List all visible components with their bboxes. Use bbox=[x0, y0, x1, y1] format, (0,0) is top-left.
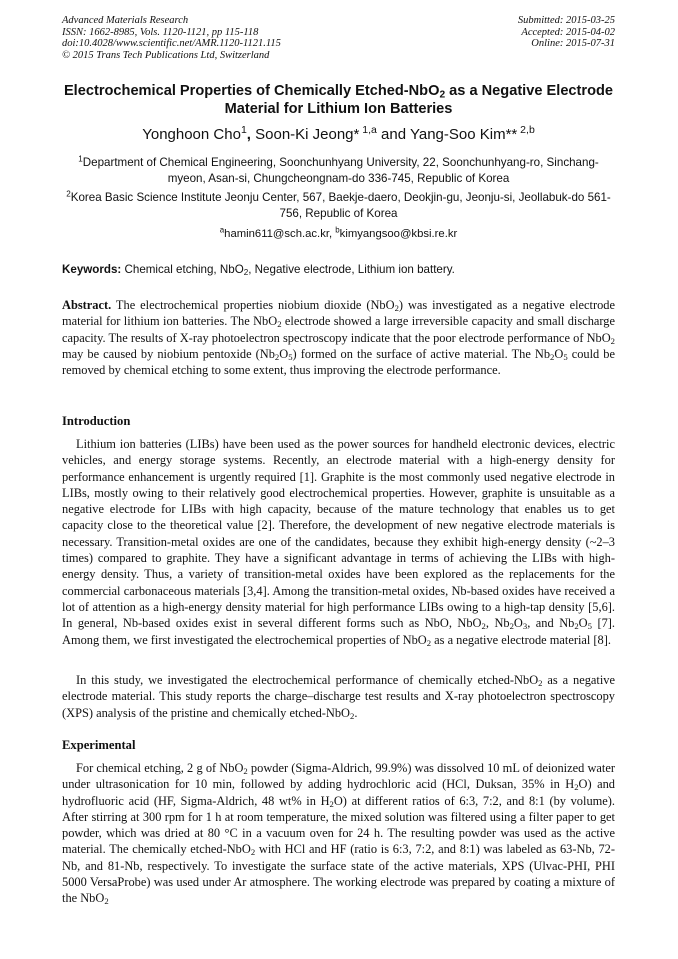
section-heading-introduction: Introduction bbox=[62, 414, 131, 428]
author-kim: Yang-Soo Kim** bbox=[409, 126, 518, 143]
intro-paragraph-2: In this study, we investigated the electrochemical performance of chemically etched-NbO$_2$ as a negative electrode material. This study reports the charge–discharge test results and X-ray photoelectron spectroscopy (XPS) analysis of the pristine and chemically etched-NbO$_2$. bbox=[62, 673, 615, 721]
dates-info bbox=[518, 15, 615, 50]
section-heading-experimental: Experimental bbox=[62, 738, 136, 752]
abstract-label: Abstract. bbox=[62, 298, 112, 312]
accepted-date: Accepted: 2015-04-02 bbox=[521, 26, 615, 38]
affiliation-2: $^2$Korea Basic Science Institute Jeonju Center, 567, Baekje-daero, Deokjin-gu, Jeonju-si, Jeollabuk-do 561-756, Republic of Korea bbox=[66, 189, 611, 220]
keywords: Keywords: Chemical etching, NbO$_2$, Negative electrode, Lithium ion battery. bbox=[62, 263, 455, 278]
paper-title: Electrochemical Properties of Chemically Etched-NbO$_2$ as a Negative Electrode Material for Lithium Ion Batteries bbox=[63, 83, 614, 117]
intro-paragraph-1: Lithium ion batteries (LIBs) have been used as the power sources for handheld electronic devices, electric vehicles, and energy storage systems. Recently, an electrode material with a high-energy density for performance enhancement is urgently required [1]. Graphite is the most commonly used negative electrode in LIBs, mostly owing to their relatively good electrochemical properties. However, graphite is unsuitable as a negative electrode for LIBs with high capacity, because of the mature technology that enables us to get capacity close to the theoretical value [2]. Therefore, the development of new negative electrode materials is necessary. Transition-metal oxides are one of the candidates, because they exhibit high-energy density (~2–3 times) compared to graphite. They have a significant advantage in terms of achieving the LIBs with high-energy density. Thus, a variety of transition-metal oxides have been explored as the replacements for the commercial carbonaceous materials [3,4]. Among the transition-metal oxides, Nb-based oxides have received a lot of attention as a high-energy density material for high performance LIBs owing to a high-tap density [5,6]. In general, Nb-based oxides exist in several different forms such as NbO, NbO$_2$, $Nb_2O_3$, and $Nb_2O_5$ [7]. Among them, we first investigated the electrochemical properties of NbO$_2$ as a negative electrode material [8]. bbox=[62, 437, 616, 648]
author-cho: Yonghoon Cho bbox=[142, 126, 241, 143]
abstract: Abstract. The electrochemical properties niobium dioxide (NbO$_2$) was investigated as a negative electrode material for lithium ion batteries. The NbO$_2$ electrode showed a large irreversible capacity and small discharge capacity. The results of X-ray photoelectron spectroscopy indicate that the poor electrode performance of NbO$_2$ may be caused by niobium pentoxide $(Nb_2O_5)$ formed on the surface of active material. The $Nb_2O_5$ could be removed by chemical etching to some extent, thus improving the electrode performance. bbox=[62, 298, 615, 378]
keywords-label: Keywords: bbox=[62, 263, 122, 276]
author-list: Yonghoon Cho$^1$, Soon-Ki Jeong* $^{1,a}$ and Yang-Soo Kim** $^{2,b}$ bbox=[142, 124, 535, 143]
author-emails: $^a$hamin611@sch.ac.kr, $^b$kimyangsoo@kbsi.re.kr bbox=[219, 225, 458, 240]
email-b[interactable]: kimyangsoo@kbsi.re.kr bbox=[339, 228, 458, 240]
journal-name: Advanced Materials Research bbox=[62, 15, 189, 26]
experimental-paragraph-1: For chemical etching, 2 g of NbO$_2$ powder (Sigma-Aldrich, 99.9%) was dissolved 10 mL of deionized water under ultrasonication for 10 min, followed by adding hydrochloric acid (HCl, Duksan, 35% in $H_2O$) and hydrofluoric acid (HF, Sigma-Aldrich, 48 wt% in $H_2O$) at different ratios of 6:3, 7:2, and 8:1 (by volume). After stirring at 300 rpm for 1 h at room temperature, the mixed solution was filtered using a filter paper to get powder, which was dried at 80 °C in a vacuum oven for 24 h. The resulting powder was used as the active material. The chemically etched-NbO$_2$ with HCl and HF (ratio is 6:3, 7:2, and 8:1) was labeled as 63-Nb, 72-Nb, and 81-Nb, respectively. To investigate the surface state of the active materials, XPS (Ulvac-PHI, PHI 5000 VersaProbe) was used under Ar atmosphere. The working electrode was prepared by coating a mixture of the NbO$_2$ bbox=[62, 761, 615, 907]
doi-line[interactable]: doi:10.4028/www.scientific.net/AMR.1120-1121.115 bbox=[62, 38, 281, 49]
issn-line: ISSN: 1662-8985, Vols. 1120-1121, pp 115-118 bbox=[62, 26, 259, 38]
email-a[interactable]: hamin611@sch.ac.kr bbox=[224, 228, 329, 240]
submitted-date: Submitted: 2015-03-25 bbox=[517, 15, 615, 26]
journal-info bbox=[62, 15, 281, 61]
online-date: Online: 2015-07-31 bbox=[531, 38, 615, 49]
affiliation-1: $^1$Department of Chemical Engineering, Soonchunhyang University, 22, Soonchunhyang-ro, Sinchang-myeon, Asan-si, Chungcheongnam-do 336-745, Republic of Korea bbox=[78, 154, 599, 185]
copyright-line: © 2015 Trans Tech Publications Ltd, Switzerland bbox=[62, 49, 270, 61]
author-jeong: Soon-Ki Jeong* bbox=[255, 126, 360, 143]
